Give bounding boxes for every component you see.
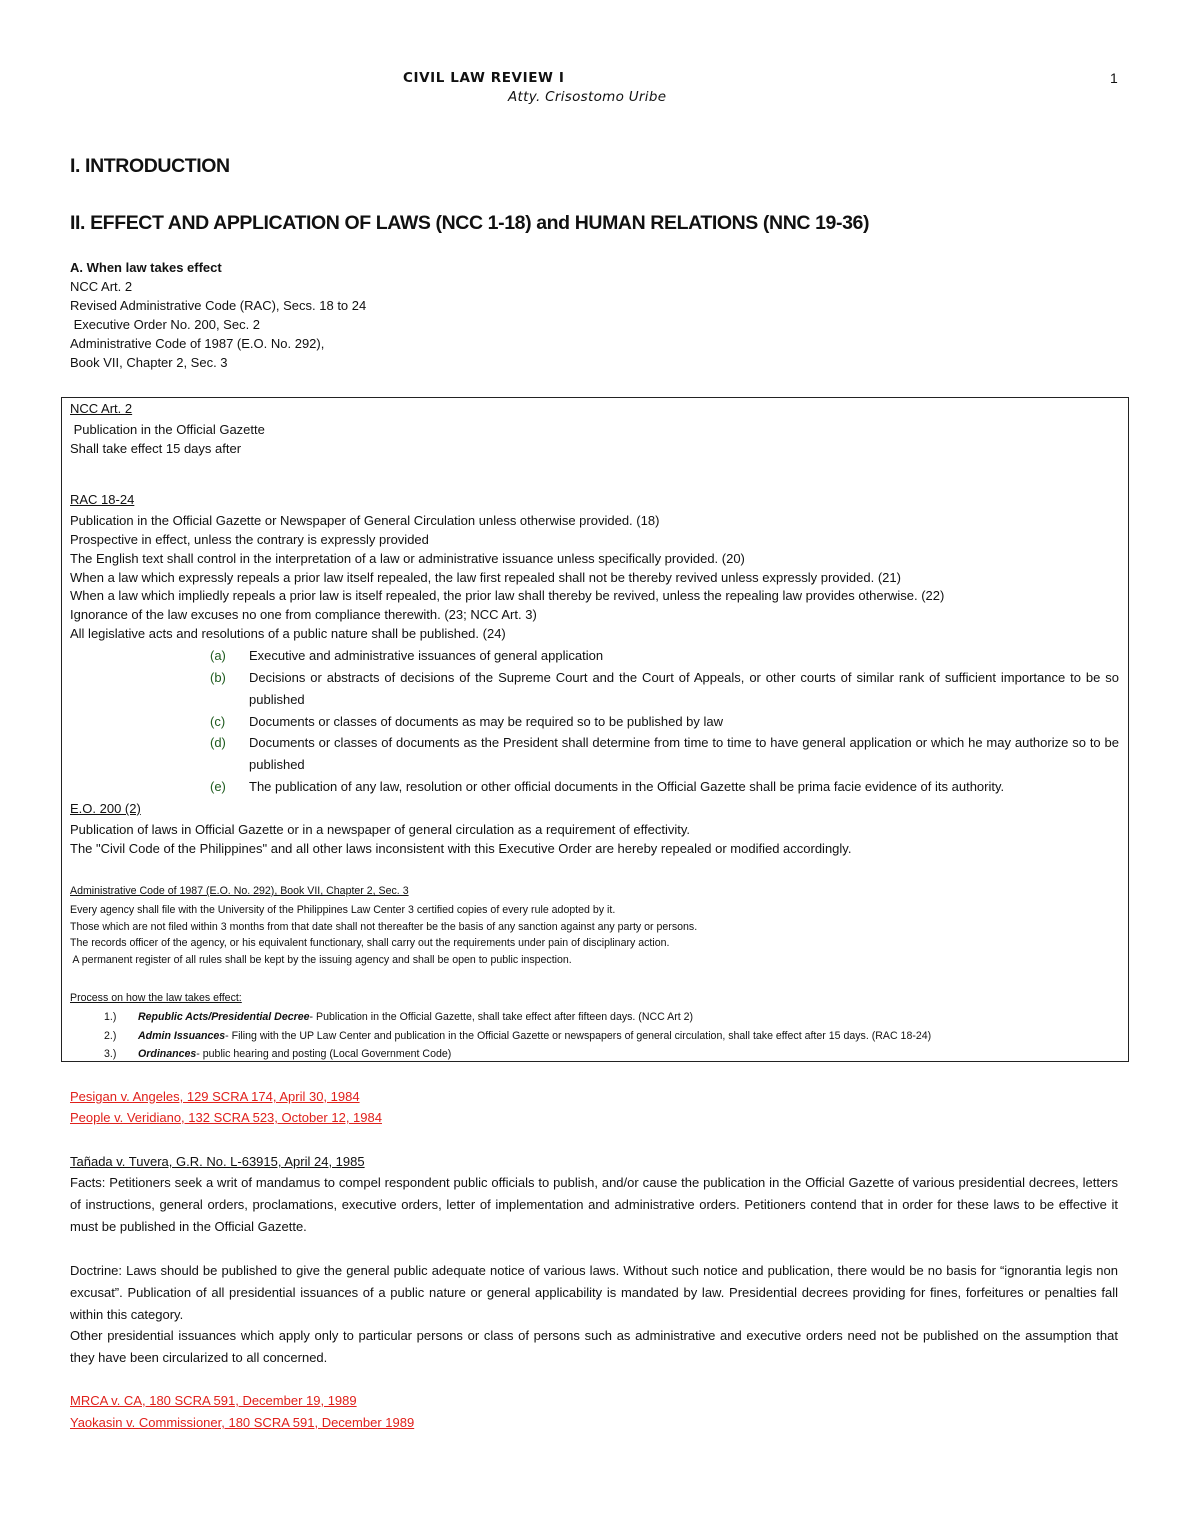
section-a-line: Book VII, Chapter 2, Sec. 3 — [70, 355, 228, 370]
process-item — [62, 1008, 1128, 1027]
rac-item-letter: (a) — [210, 648, 226, 663]
admin-code-line: Those which are not filed within 3 months from that date shall not thereafter be the basis of any sanction against any party or persons. — [70, 921, 698, 933]
section-a-line: Revised Administrative Code (RAC), Secs. 18 to 24 — [70, 298, 367, 313]
rac-line: When a law which impliedly repeals a prior law is itself repealed, the prior law shall thereby be revived, unless the repealing law provides otherwise. (22) — [70, 588, 945, 603]
process-item — [62, 1027, 1128, 1046]
rac-item-text: Documents or classes of documents as may be required so to be published by law — [249, 714, 724, 729]
ncc-line: Publication in the Official Gazette — [70, 422, 265, 437]
rac-item-text: The publication of any law, resolution or other official documents in the Official Gazette shall be prima facie evidence of its authority. — [249, 779, 1005, 794]
process-item-body — [138, 1008, 693, 1027]
section-a-line: Executive Order No. 200, Sec. 2 — [70, 317, 261, 332]
rac-line: Prospective in effect, unless the contrary is expressly provided — [70, 532, 429, 547]
rac-item-text: Executive and administrative issuances of general application — [249, 648, 604, 663]
summary-box — [61, 397, 1129, 1062]
rac-item-text: Decisions or abstracts of decisions of the Supreme Court and the Court of Appeals, or other courts of similar rank of sufficient importance to be so published — [249, 670, 1119, 707]
eo-line: The "Civil Code of the Philippines" and all other laws inconsistent with this Executive Order are hereby repealed or modified accordingly. — [70, 841, 852, 856]
process-item-label: Admin Issuances — [138, 1030, 226, 1042]
ncc-line: Shall take effect 15 days after — [70, 441, 242, 456]
case-other-issuances: Other presidential issuances which apply only to particular persons or class of persons such as administrative and executive orders need not be published on the assumption that they have been circularized to all concerned. — [70, 1328, 1118, 1365]
process-item-body — [138, 1027, 931, 1046]
rac-item-letter: (b) — [210, 670, 226, 685]
heading-effect-of-laws: II. EFFECT AND APPLICATION OF LAWS (NCC 1-18) and HUMAN RELATIONS (NNC 19-36) — [70, 212, 870, 234]
ncc-heading: NCC Art. 2 — [70, 401, 133, 416]
process-item-label: Republic Acts/Presidential Decree — [138, 1011, 310, 1023]
heading-introduction: I. INTRODUCTION — [70, 155, 230, 177]
process-item-label: Ordinances — [138, 1048, 197, 1060]
rac-line: All legislative acts and resolutions of a public nature shall be published. (24) — [70, 626, 506, 641]
section-a-line: Administrative Code of 1987 (E.O. No. 292), — [70, 336, 325, 351]
section-a-title: A. When law takes effect — [70, 260, 222, 275]
admin-code-heading: Administrative Code of 1987 (E.O. No. 292), Book VII, Chapter 2, Sec. 3 — [70, 885, 409, 897]
case-title-tanada: Tañada v. Tuvera, G.R. No. L-63915, April 24, 1985 — [70, 1154, 365, 1169]
eo-heading: E.O. 200 (2) — [70, 801, 141, 816]
rac-line: When a law which expressly repeals a prior law itself repealed, the law first repealed shall not be thereby revived unless expressly provided. (21) — [70, 570, 901, 585]
case-link-yaokasin[interactable]: Yaokasin v. Commissioner, 180 SCRA 591, December 1989 — [70, 1415, 415, 1430]
section-a — [70, 258, 366, 372]
page-number: 1 — [1110, 70, 1118, 86]
process-item-number: 2.) — [104, 1030, 117, 1042]
professor-name: Atty. Crisostomo Uribe — [508, 89, 667, 105]
process-item-body — [138, 1045, 451, 1064]
process-item — [62, 1045, 1128, 1064]
case-link-mrca[interactable]: MRCA v. CA, 180 SCRA 591, December 19, 1989 — [70, 1393, 357, 1408]
process-item-number: 1.) — [104, 1011, 117, 1023]
admin-code-line: The records officer of the agency, or his equivalent functionary, shall carry out the requirements under pain of disciplinary action. — [70, 937, 670, 949]
process-item-text: - Filing with the UP Law Center and publication in the Official Gazette or newspapers of general circulation, shall take effect after 15 days. (RAC 18-24) — [225, 1030, 932, 1042]
rac-item-letter: (e) — [210, 779, 226, 794]
admin-code-line: A permanent register of all rules shall be kept by the issuing agency and shall be open to public inspection. — [70, 954, 572, 966]
section-a-line: NCC Art. 2 — [70, 279, 133, 294]
case-link-veridiano[interactable]: People v. Veridiano, 132 SCRA 523, October 12, 1984 — [70, 1110, 382, 1125]
course-title: CIVIL LAW REVIEW I — [403, 70, 565, 86]
rac-line: The English text shall control in the interpretation of a law or administrative issuance unless specifically provided. (20) — [70, 551, 745, 566]
rac-line: Ignorance of the law excuses no one from compliance therewith. (23; NCC Art. 3) — [70, 607, 537, 622]
rac-heading: RAC 18-24 — [70, 492, 135, 507]
process-heading: Process on how the law takes effect: — [70, 992, 242, 1004]
process-item-text: - public hearing and posting (Local Government Code) — [196, 1048, 452, 1060]
eo-line: Publication of laws in Official Gazette or in a newspaper of general circulation as a requirement of effectivity. — [70, 822, 690, 837]
rac-item-letter: (c) — [210, 714, 226, 729]
rac-line: Publication in the Official Gazette or Newspaper of General Circulation unless otherwise provided. (18) — [70, 513, 660, 528]
rac-item-letter: (d) — [210, 735, 226, 750]
admin-code-line: Every agency shall file with the University of the Philippines Law Center 3 certified copies of every rule adopted by it. — [70, 904, 616, 916]
case-link-pesigan[interactable]: Pesigan v. Angeles, 129 SCRA 174, April 30, 1984 — [70, 1089, 360, 1104]
case-doctrine: Doctrine: Laws should be published to give the general public adequate notice of various laws. Without such notice and publication, there would be no basis for “ignorantia legis non excusat”. Publication of all presidential issuances of a public nature or general applicability is mandated by law. Presidential decrees providing for fines, forfeitures or penalties fall within this category. — [70, 1263, 1118, 1322]
process-item-number: 3.) — [104, 1048, 117, 1060]
process-item-text: - Publication in the Official Gazette, shall take effect after fifteen days. (NCC Art 2) — [309, 1011, 694, 1023]
case-facts: Facts: Petitioners seek a writ of mandamus to compel respondent public officials to publish, and/or cause the publication in the Official Gazette of various presidential decrees, letters of instructions, general orders, proclamations, executive orders, letter of implementation and administrative orders. Petitioners contend that in order for these laws to be effective it must be published in the Official Gazette. — [70, 1175, 1118, 1234]
rac-item-text: Documents or classes of documents as the President shall determine from time to time to have general application or which he may authorize so to be published — [249, 735, 1119, 772]
